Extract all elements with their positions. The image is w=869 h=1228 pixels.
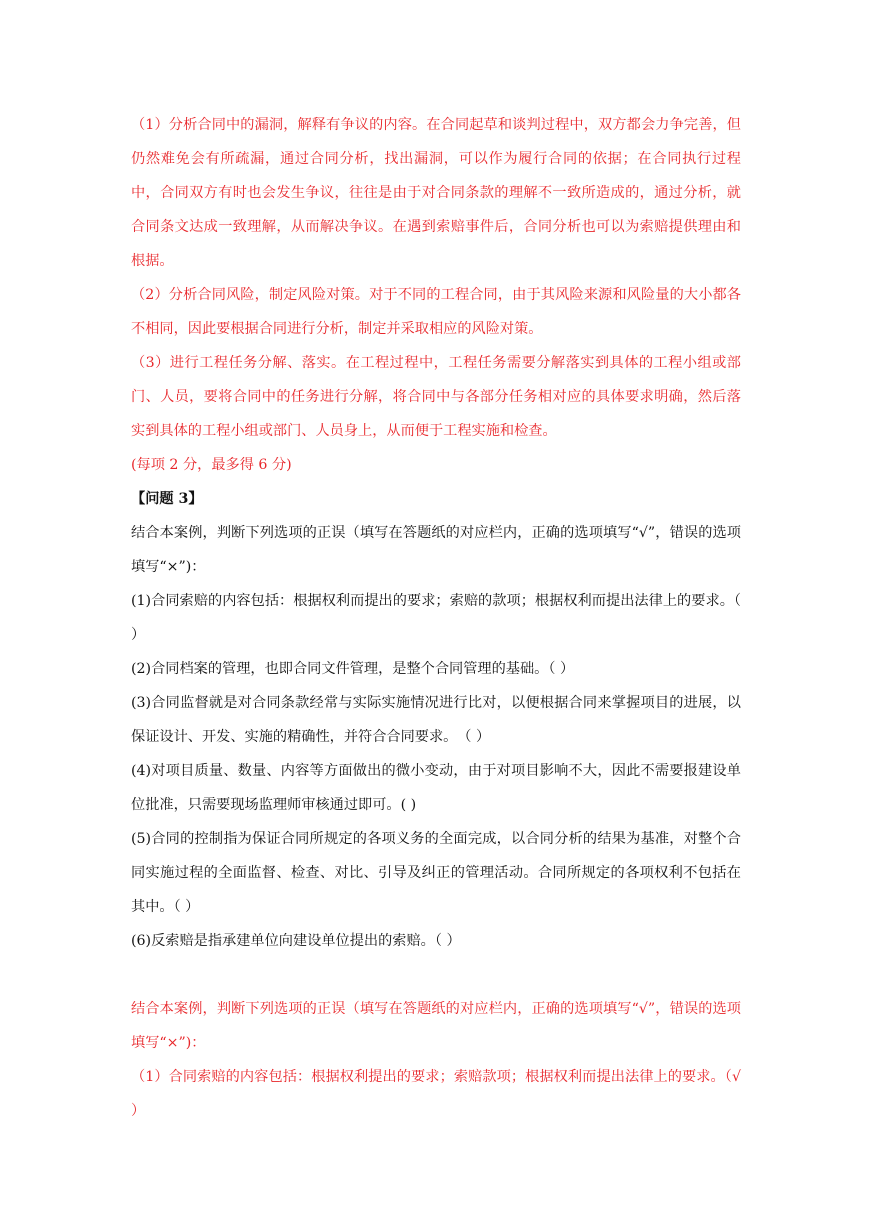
answer-paragraph-1: （1）分析合同中的漏洞，解释有争议的内容。在合同起草和谈判过程中，双方都会力争完善，但仍然难免会有所疏漏，通过合同分析，找出漏洞，可以作为履行合同的依据；在合同执行过程中，合同双方有时也会发生争议，往往是由于对合同条款的理解不一致所造成的，通过分析，就合同条文达成一致理解，从而解决争议。在遇到索赔事件后，合同分析也可以为索赔提供理由和根据。	[131, 117, 741, 269]
question-item-6: (6)反索赔是指承建单位向建设单位提出的索赔。（ ）	[131, 933, 461, 949]
answer-paragraph-2: （2）分析合同风险，制定风险对策。对于不同的工程合同，由于其风险来源和风险量的大小都各不相同，因此要根据合同进行分析，制定并采取相应的风险对策。	[131, 287, 741, 337]
answer-item-1: （1）合同索赔的内容包括：根据权利提出的要求；索赔款项；根据权利而提出法律上的要求。（√ ）	[131, 1069, 741, 1119]
question-item-1: (1)合同索赔的内容包括：根据权利而提出的要求；索赔的款项；根据权利而提出法律上的要求。（ ）	[131, 593, 741, 643]
answer-paragraph-3: （3）进行工程任务分解、落实。在工程过程中，工程任务需要分解落实到具体的工程小组或部门、人员，要将合同中的任务进行分解，将合同中与各部分任务相对应的具体要求明确，然后落实到具体的工程小组或部门、人员身上，从而便于工程实施和检查。	[131, 355, 741, 439]
scoring-note: (每项 2 分，最多得 6 分)	[131, 457, 292, 473]
document-content	[131, 108, 741, 1128]
question-item-3: (3)合同监督就是对合同条款经常与实际实施情况进行比对，以便根据合同来掌握项目的进展，以保证设计、开发、实施的精确性，并符合合同要求。 （ ）	[131, 695, 741, 745]
spacer	[131, 958, 741, 992]
question-item-5: (5)合同的控制指为保证合同所规定的各项义务的全面完成，以合同分析的结果为基准，对整个合同实施过程的全面监督、检查、对比、引导及纠正的管理活动。合同所规定的各项权利不包括在其中。（ ）	[131, 831, 741, 915]
question-item-2: (2)合同档案的管理，也即合同文件管理，是整个合同管理的基础。（ ）	[131, 661, 575, 677]
question-3-intro: 结合本案例，判断下列选项的正误（填写在答题纸的对应栏内，正确的选项填写“√”，错误的选项填写“×”)：	[131, 525, 741, 575]
answer-intro: 结合本案例，判断下列选项的正误（填写在答题纸的对应栏内，正确的选项填写“√”，错误的选项填写“×”)：	[131, 1001, 741, 1051]
question-3-heading: 【问题 3】	[131, 491, 203, 507]
question-item-4: (4)对项目质量、数量、内容等方面做出的微小变动，由于对项目影响不大，因此不需要报建设单位批准，只需要现场监理师审核通过即可。( )	[131, 763, 741, 813]
